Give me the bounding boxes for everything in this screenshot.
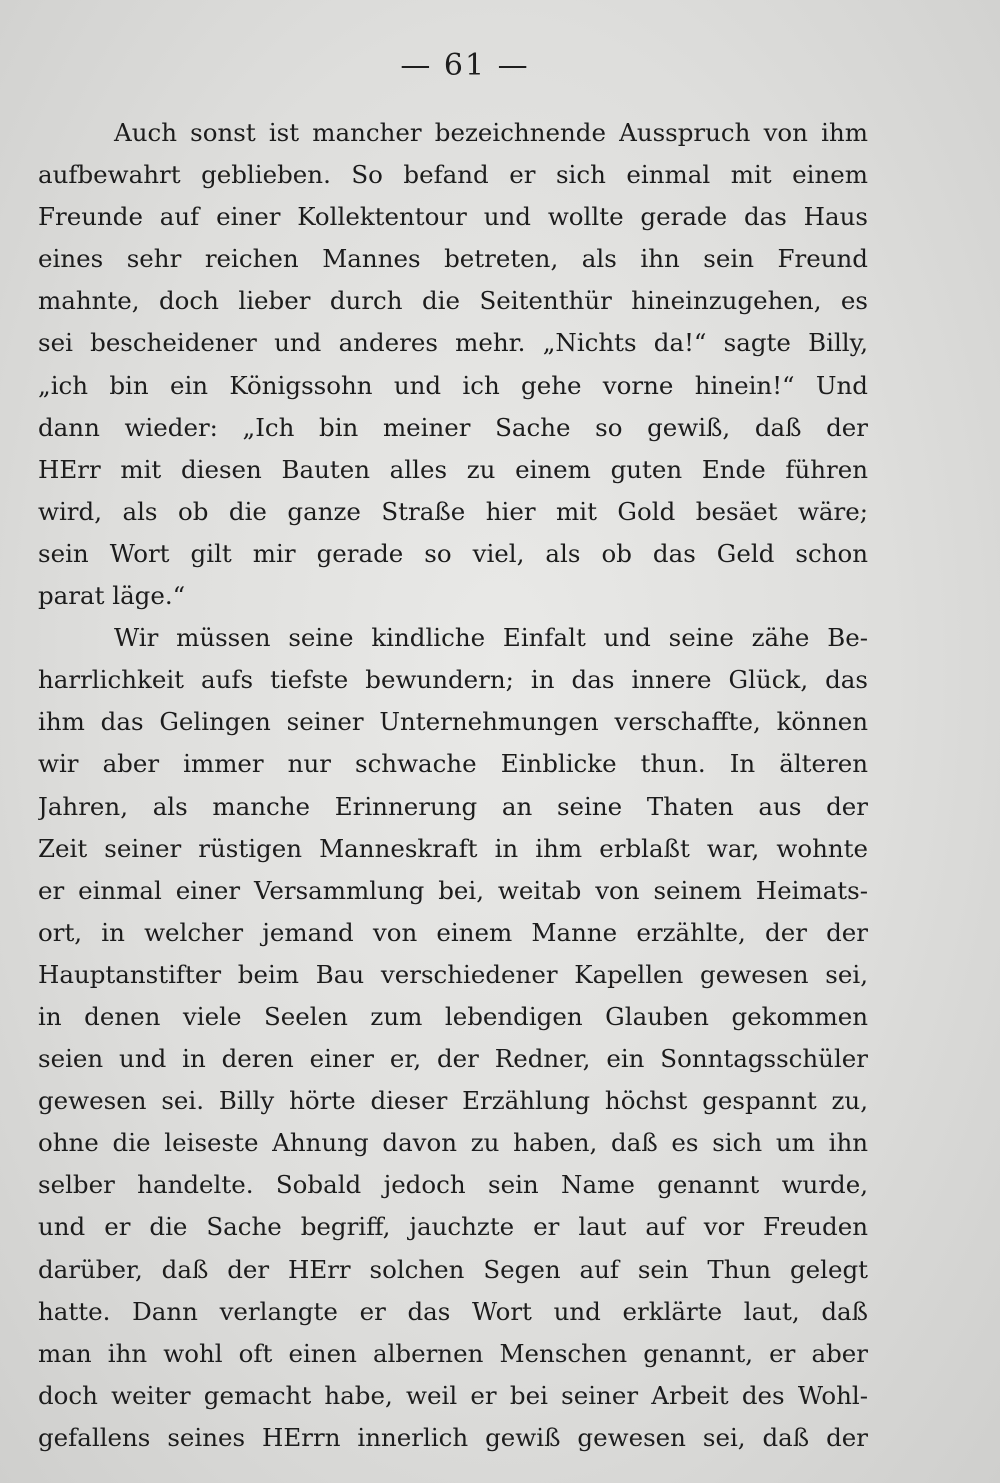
- text-line: parat läge.“: [38, 581, 186, 611]
- text-line: gewesen sei. Billy hörte dieser Erzählung höchst gespannt zu,: [38, 1086, 868, 1116]
- text-line: seien und in deren einer er, der Redner, ein Sonntagsschüler: [38, 1044, 868, 1074]
- text-line: ihm das Gelingen seiner Unternehmungen verschaffte, können: [38, 707, 868, 737]
- text-line: gefallens seines HErrn innerlich gewiß gewesen sei, daß der: [38, 1422, 868, 1452]
- text-line: mahnte, doch lieber durch die Seitenthür hineinzugehen, es: [38, 286, 868, 316]
- text-line: dann wieder: „Ich bin meiner Sache so gewiß, daß der: [38, 412, 868, 442]
- text-line: Jahren, als manche Erinnerung an seine Thaten aus der: [38, 791, 868, 821]
- text-line: man ihn wohl oft einen albernen Menschen genannt, er aber: [38, 1338, 868, 1368]
- text-line: sei bescheidener und anderes mehr. „Nichts da!“ sagte Billy,: [38, 328, 868, 358]
- text-line: und er die Sache begriff, jauchzte er laut auf vor Freuden: [38, 1212, 868, 1242]
- text-line: doch weiter gemacht habe, weil er bei seiner Arbeit des Wohl-: [38, 1380, 868, 1410]
- text-line: harrlichkeit aufs tiefste bewundern; in das innere Glück, das: [38, 665, 868, 695]
- text-line: Hauptanstifter beim Bau verschiedener Kapellen gewesen sei,: [38, 959, 868, 989]
- page-number: — 61 —: [400, 48, 530, 83]
- text-line: ohne die leiseste Ahnung davon zu haben, daß es sich um ihn: [38, 1128, 868, 1158]
- text-line: in denen viele Seelen zum lebendigen Glauben gekommen: [38, 1001, 868, 1031]
- text-line: Wir müssen seine kindliche Einfalt und seine zähe Be-: [114, 623, 868, 653]
- text-line: selber handelte. Sobald jedoch sein Name genannt wurde,: [38, 1170, 868, 1200]
- text-line: hatte. Dann verlangte er das Wort und erklärte laut, daß: [38, 1296, 868, 1326]
- text-line: aufbewahrt geblieben. So befand er sich einmal mit einem: [38, 160, 868, 190]
- text-line: HErr mit diesen Bauten alles zu einem guten Ende führen: [38, 454, 868, 484]
- text-line: er einmal einer Versammlung bei, weitab von seinem Heimats-: [38, 875, 868, 905]
- text-line: ort, in welcher jemand von einem Manne erzählte, der der: [38, 917, 868, 947]
- text-line: eines sehr reichen Mannes betreten, als ihn sein Freund: [38, 244, 868, 274]
- text-line: wird, als ob die ganze Straße hier mit Gold besäet wäre;: [38, 496, 868, 526]
- text-line: Auch sonst ist mancher bezeichnende Ausspruch von ihm: [114, 118, 868, 147]
- body-text: [38, 112, 868, 1459]
- text-line: sein Wort gilt mir gerade so viel, als ob das Geld schon: [38, 538, 868, 568]
- text-line: Zeit seiner rüstigen Manneskraft in ihm erblaßt war, wohnte: [38, 833, 868, 863]
- text-line: wir aber immer nur schwache Einblicke thun. In älteren: [38, 749, 868, 779]
- text-line: „ich bin ein Königssohn und ich gehe vorne hinein!“ Und: [38, 370, 868, 400]
- text-line: darüber, daß der HErr solchen Segen auf sein Thun gelegt: [38, 1254, 868, 1284]
- text-line: Freunde auf einer Kollektentour und wollte gerade das Haus: [38, 202, 868, 232]
